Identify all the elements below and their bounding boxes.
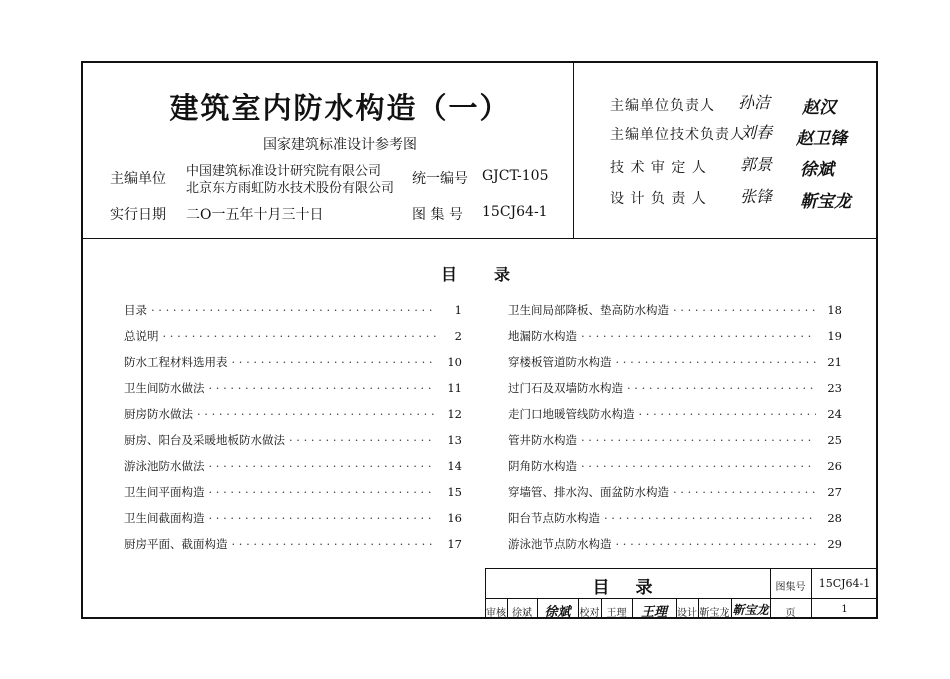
leader-dots <box>232 355 437 369</box>
handwritten-signature: 徐斌 <box>800 160 834 180</box>
toc-entry[interactable] <box>124 380 462 396</box>
toc-entry-title: 地漏防水构造 <box>508 329 577 343</box>
toc-entry-page: 11 <box>447 381 462 395</box>
toc-entry-title: 阳台节点防水构造 <box>508 511 600 525</box>
review-signature: 徐斌 <box>544 605 571 620</box>
review-name: 徐斌 <box>512 608 532 619</box>
page-number: 1 <box>841 604 848 615</box>
handwritten-signature: 孙洁 <box>738 93 771 112</box>
design-name: 靳宝龙 <box>699 608 730 619</box>
toc-entry[interactable] <box>508 484 842 500</box>
leader-dots <box>604 511 816 525</box>
title-block-title: 目 录 <box>592 578 663 598</box>
atlas-no-label: 图 集 号 <box>412 207 463 223</box>
toc-entry[interactable] <box>124 406 462 422</box>
toc-entry-title: 游泳池防水做法 <box>124 459 205 473</box>
leader-dots <box>627 381 816 395</box>
toc-entry-title: 阴角防水构造 <box>508 459 577 473</box>
toc-entry-page: 24 <box>827 407 842 421</box>
implement-date-label: 实行日期 <box>110 207 166 223</box>
handwritten-signature: 郭景 <box>740 155 773 174</box>
signature-role: 技 术 审 定 人 <box>610 160 707 176</box>
toc-entry-page: 1 <box>454 303 462 317</box>
unified-no-label: 统一编号 <box>412 171 468 187</box>
signature-role: 主编单位负责人 <box>610 98 715 114</box>
check-label: 校对 <box>579 608 600 619</box>
design-signature: 靳宝龙 <box>732 603 769 617</box>
leader-dots <box>673 303 816 317</box>
toc-entry-page: 28 <box>827 511 842 525</box>
unified-no: GJCT-105 <box>482 168 549 184</box>
leader-dots <box>673 485 816 499</box>
leader-dots <box>289 433 436 447</box>
toc-entry-title: 穿楼板管道防水构造 <box>508 355 612 369</box>
leader-dots <box>616 355 817 369</box>
handwritten-signature: 赵卫锋 <box>796 129 847 149</box>
signature-row <box>610 124 745 144</box>
leader-dots <box>639 407 817 421</box>
chief-unit-1: 中国建筑标准设计研究院有限公司 <box>186 164 382 179</box>
atlas-no-value: 15CJ64-1 <box>818 577 871 590</box>
toc-entry-title: 目录 <box>124 303 147 317</box>
signature-row <box>610 157 707 177</box>
toc-entry-title: 厨房、阳台及采暖地板防水做法 <box>124 433 285 447</box>
page-label: 页 <box>785 608 796 619</box>
document-title: 建筑室内防水构造（一） <box>169 91 511 125</box>
toc-entry[interactable] <box>124 328 462 344</box>
toc-entry[interactable] <box>124 536 462 552</box>
toc-entry[interactable] <box>508 354 842 370</box>
toc-entry[interactable] <box>124 510 462 526</box>
toc-entry[interactable] <box>124 354 462 370</box>
header-divider <box>81 238 878 239</box>
title-block-divider <box>485 598 878 599</box>
leader-dots <box>232 537 437 551</box>
toc-entry[interactable] <box>508 380 842 396</box>
check-signature: 王理 <box>640 605 667 620</box>
toc-entry-page: 18 <box>827 303 842 317</box>
toc-entry[interactable] <box>508 510 842 526</box>
toc-entry[interactable] <box>124 484 462 500</box>
handwritten-signature: 赵汉 <box>802 98 836 118</box>
toc-heading-left: 目 <box>441 265 458 284</box>
toc-entry-title: 卫生间防水做法 <box>124 381 205 395</box>
handwritten-signature: 刘春 <box>740 123 773 142</box>
leader-dots <box>197 407 436 421</box>
design-label: 设计 <box>677 608 697 619</box>
check-name: 王理 <box>606 608 627 619</box>
toc-entry[interactable] <box>508 328 842 344</box>
signature-row <box>610 188 707 208</box>
toc-entry-title: 防水工程材料选用表 <box>124 355 228 369</box>
toc-entry-title: 游泳池节点防水构造 <box>508 537 612 551</box>
toc-entry[interactable] <box>508 458 842 474</box>
toc-entry-title: 卫生间平面构造 <box>124 485 205 499</box>
toc-entry-title: 管井防水构造 <box>508 433 577 447</box>
toc-entry-title: 卫生间局部降板、垫高防水构造 <box>508 303 669 317</box>
toc-entry-page: 19 <box>827 329 842 343</box>
toc-entry-title: 卫生间截面构造 <box>124 511 205 525</box>
leader-dots <box>209 485 437 499</box>
toc-entry-page: 14 <box>447 459 462 473</box>
toc-entry[interactable] <box>124 432 462 448</box>
leader-dots <box>581 329 816 343</box>
leader-dots <box>151 303 436 317</box>
toc-entry-page: 23 <box>827 381 842 395</box>
implement-date: 二O一五年十月三十日 <box>186 207 324 223</box>
toc-entry-page: 16 <box>447 511 462 525</box>
toc-heading-right: 录 <box>494 265 511 284</box>
atlas-no-label: 图集号 <box>775 582 806 593</box>
leader-dots <box>581 433 816 447</box>
leader-dots <box>616 537 817 551</box>
leader-dots <box>209 381 437 395</box>
toc-entry-page: 2 <box>454 329 462 343</box>
toc-entry[interactable] <box>508 432 842 448</box>
toc-entry-page: 25 <box>827 433 842 447</box>
toc-entry-page: 17 <box>447 537 462 551</box>
leader-dots <box>209 511 437 525</box>
toc-entry-title: 总说明 <box>124 329 159 343</box>
leader-dots <box>581 459 816 473</box>
leader-dots <box>209 459 437 473</box>
review-label: 审核 <box>486 608 506 619</box>
toc-entry-title: 穿墙管、排水沟、面盆防水构造 <box>508 485 669 499</box>
toc-entry-page: 21 <box>827 355 842 369</box>
signature-row <box>610 95 715 115</box>
header-vertical-divider <box>573 61 574 238</box>
toc-entry-page: 10 <box>447 355 462 369</box>
toc-entry-title: 厨房平面、截面构造 <box>124 537 228 551</box>
document-subtitle: 国家建筑标准设计参考图 <box>263 137 417 153</box>
toc-entry-page: 13 <box>447 433 462 447</box>
toc-entry[interactable] <box>508 302 842 318</box>
toc-entry-page: 29 <box>827 537 842 551</box>
chief-unit-2: 北京东方雨虹防水技术股份有限公司 <box>186 181 395 196</box>
toc-entry-page: 12 <box>447 407 462 421</box>
handwritten-signature: 张锋 <box>740 187 773 206</box>
chief-unit-label: 主编单位 <box>110 171 166 187</box>
toc-entry[interactable] <box>508 406 842 422</box>
atlas-no: 15CJ64-1 <box>482 204 548 220</box>
toc-entry-page: 27 <box>827 485 842 499</box>
handwritten-signature: 靳宝龙 <box>800 192 851 212</box>
toc-entry-page: 15 <box>447 485 462 499</box>
signature-role: 设 计 负 责 人 <box>610 191 707 207</box>
toc-entry[interactable] <box>124 302 462 318</box>
toc-entry[interactable] <box>124 458 462 474</box>
toc-entry-page: 26 <box>827 459 842 473</box>
leader-dots <box>163 329 437 343</box>
signature-role: 主编单位技术负责人 <box>610 127 745 143</box>
toc-entry-title: 厨房防水做法 <box>124 407 193 421</box>
toc-entry-title: 走门口地暖管线防水构造 <box>508 407 635 421</box>
toc-entry[interactable] <box>508 536 842 552</box>
toc-entry-title: 过门石及双墙防水构造 <box>508 381 623 395</box>
